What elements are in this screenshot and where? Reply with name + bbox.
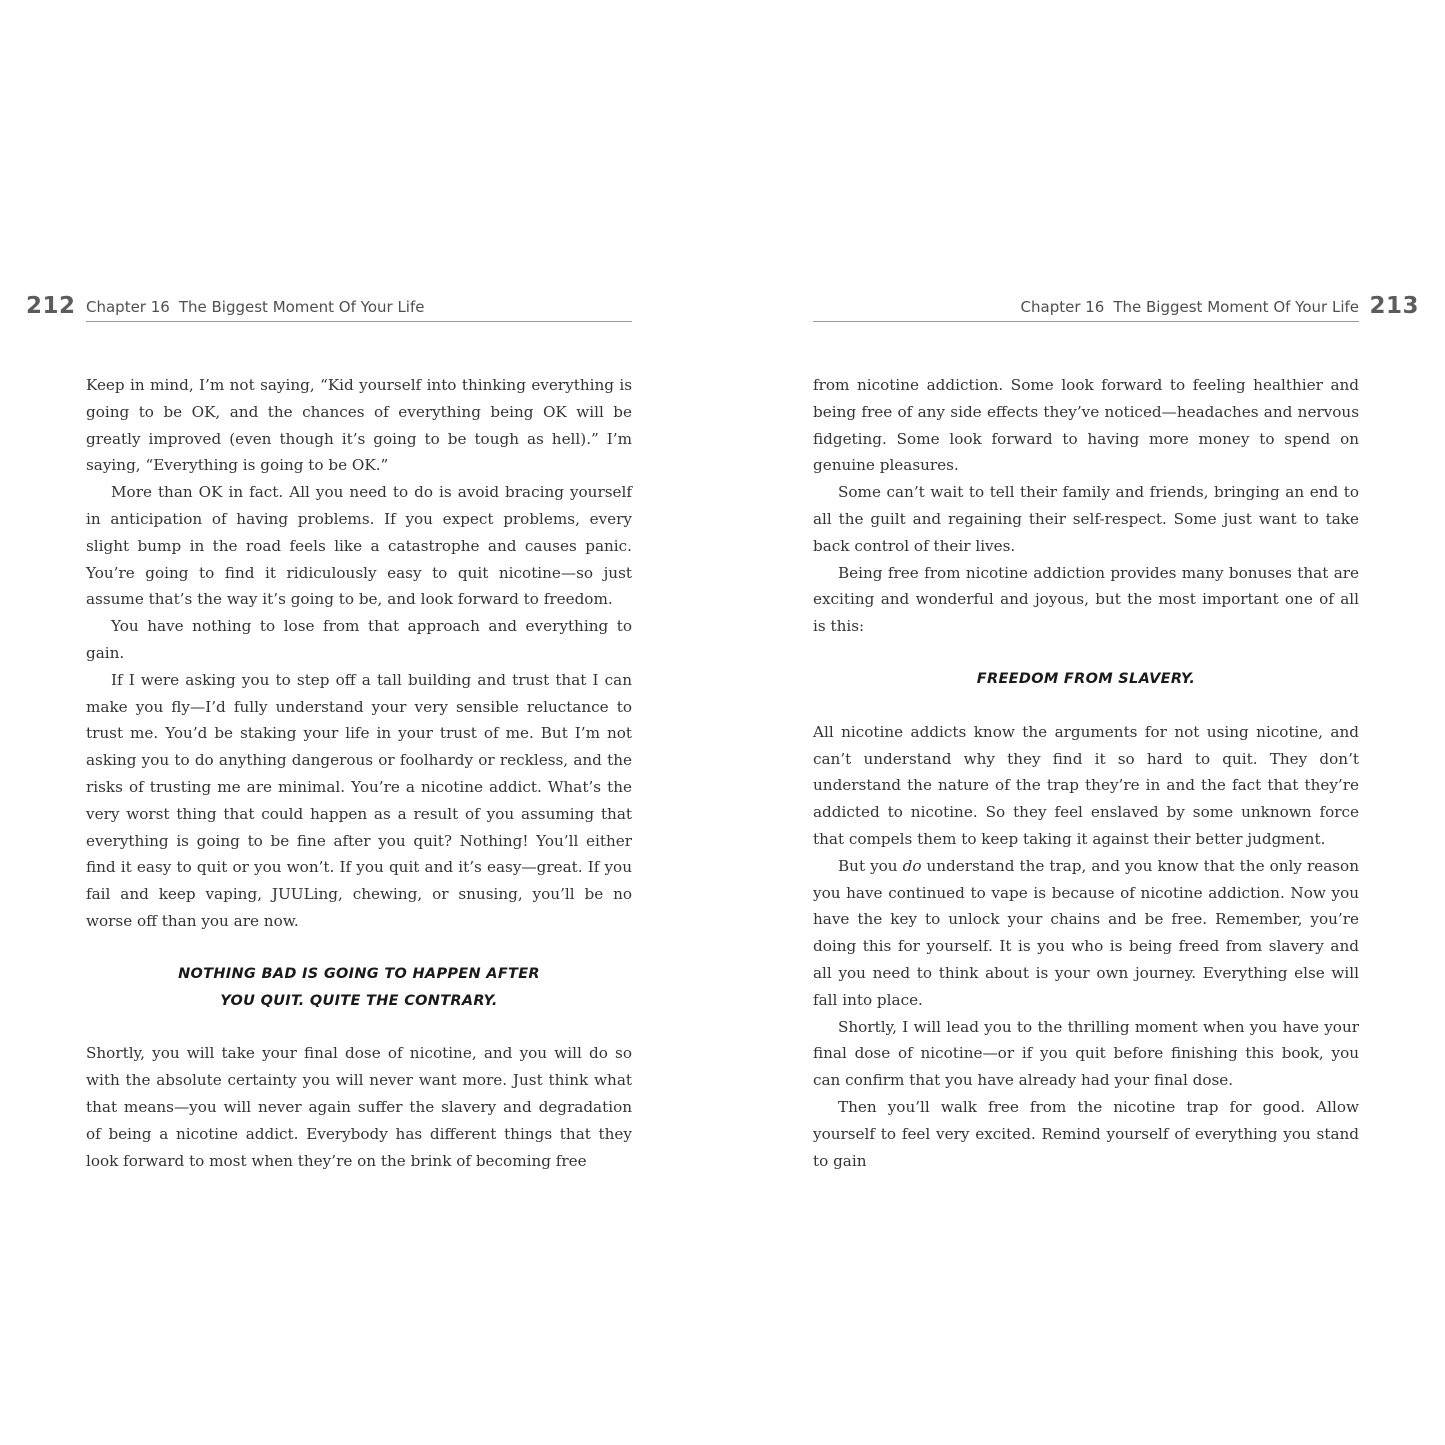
paragraph: If I were asking you to step off a tall building and trust that I can make you fly—I’d fully understand your very sensible reluctance to trust me. You’d be staking your life in your trust of me. But I’m not asking you to do anything dangerous or foolhardy or reckless, and the risks of trusting me are minimal. You’re a nicotine addict. What’s the very worst thing that could happen as a result of you assuming that everything is going to be fine after you quit? Nothing! You’ll either find it easy to quit or you won’t. If you quit and it’s easy—great. If you fail and keep vaping, JUULing, chewing, or snusing, you’ll be no worse off than you are now.: [86, 670, 632, 930]
callout-line: YOU QUIT. QUITE THE CONTRARY.: [220, 992, 498, 1009]
running-head: [26, 290, 632, 321]
page-number: 212: [26, 293, 76, 319]
running-head-text: [86, 298, 424, 316]
paragraph-text: understand the trap, and you know that the only reason you have continued to vape is because of nicotine addiction. Now you have the key to unlock your chains and be free. Remember, you’re doing this for yourself. It is you who is being freed from slavery and all you need to think about is your own journey. Everything else will fall into place.: [813, 856, 1359, 1009]
emphasis: do: [902, 856, 922, 875]
paragraph: All nicotine addicts know the arguments for not using nicotine, and can’t understand why they find it so hard to quit. They don’t understand the nature of the trap they’re in and the fact that they’re addicted to nicotine. So they feel enslaved by some unknown force that compels them to keep taking it against their better judgment.: [813, 722, 1359, 848]
callout: [813, 666, 1359, 693]
callout-line: NOTHING BAD IS GOING TO HAPPEN AFTER: [178, 965, 540, 982]
paragraph: Being free from nicotine addiction provides many bonuses that are exciting and wonderful and joyous, but the most important one of all is this:: [813, 563, 1359, 636]
paragraph: Keep in mind, I’m not saying, “Kid yourself into thinking everything is going to be OK, and the chances of everything being OK will be greatly improved (even though it’s going to be tough as hell).” I’m saying, “Everything is going to be OK.”: [86, 376, 632, 475]
paragraph: from nicotine addiction. Some look forward to feeling healthier and being free of any side effects they’ve noticed—headaches and nervous fidgeting. Some look forward to having more money to spend on genuine pleasures.: [813, 376, 1359, 475]
page-number: 213: [1369, 293, 1419, 319]
paragraph-text: But you: [838, 856, 903, 875]
paragraph: Then you’ll walk free from the nicotine trap for good. Allow yourself to feel very excited. Remind yourself of everything you stand to gain: [813, 1097, 1359, 1170]
paragraph: Shortly, I will lead you to the thrilling moment when you have your final dose of nicotine—or if you quit before finishing this book, you can confirm that you have already had your final dose.: [813, 1017, 1359, 1090]
callout-line: FREEDOM FROM SLAVERY.: [976, 670, 1196, 687]
callout: [86, 961, 632, 1015]
page-body: [86, 372, 632, 1174]
chapter-label: Chapter 16: [86, 298, 170, 316]
header-rule: [813, 321, 1359, 322]
paragraph: You have nothing to lose from that approach and everything to gain.: [86, 617, 632, 662]
running-head: [813, 290, 1419, 321]
paragraph: Shortly, you will take your final dose of nicotine, and you will do so with the absolute certainty you will never want more. Just think what that means—you will never again suffer the slavery and degradation of being a nicotine addict. Everybody has different things that they look forward to most when they’re on the brink of becoming free: [86, 1044, 632, 1170]
chapter-title: The Biggest Moment Of Your Life: [1113, 298, 1359, 316]
paragraph: [813, 853, 1359, 1014]
paragraph: Some can’t wait to tell their family and friends, bringing an end to all the guilt and regaining their self-respect. Some just want to take back control of their lives.: [813, 483, 1359, 555]
running-head-text: [1021, 298, 1359, 316]
chapter-label: Chapter 16: [1020, 298, 1105, 316]
chapter-title: The Biggest Moment Of Your Life: [178, 298, 425, 316]
header-rule: [86, 321, 632, 322]
page-body: [813, 372, 1359, 1174]
paragraph: More than OK in fact. All you need to do is avoid bracing yourself in anticipation of having problems. If you expect problems, every slight bump in the road feels like a catastrophe and causes panic. You’re going to find it ridiculously easy to quit nicotine—so just assume that’s the way it’s going to be, and look forward to freedom.: [86, 483, 632, 609]
